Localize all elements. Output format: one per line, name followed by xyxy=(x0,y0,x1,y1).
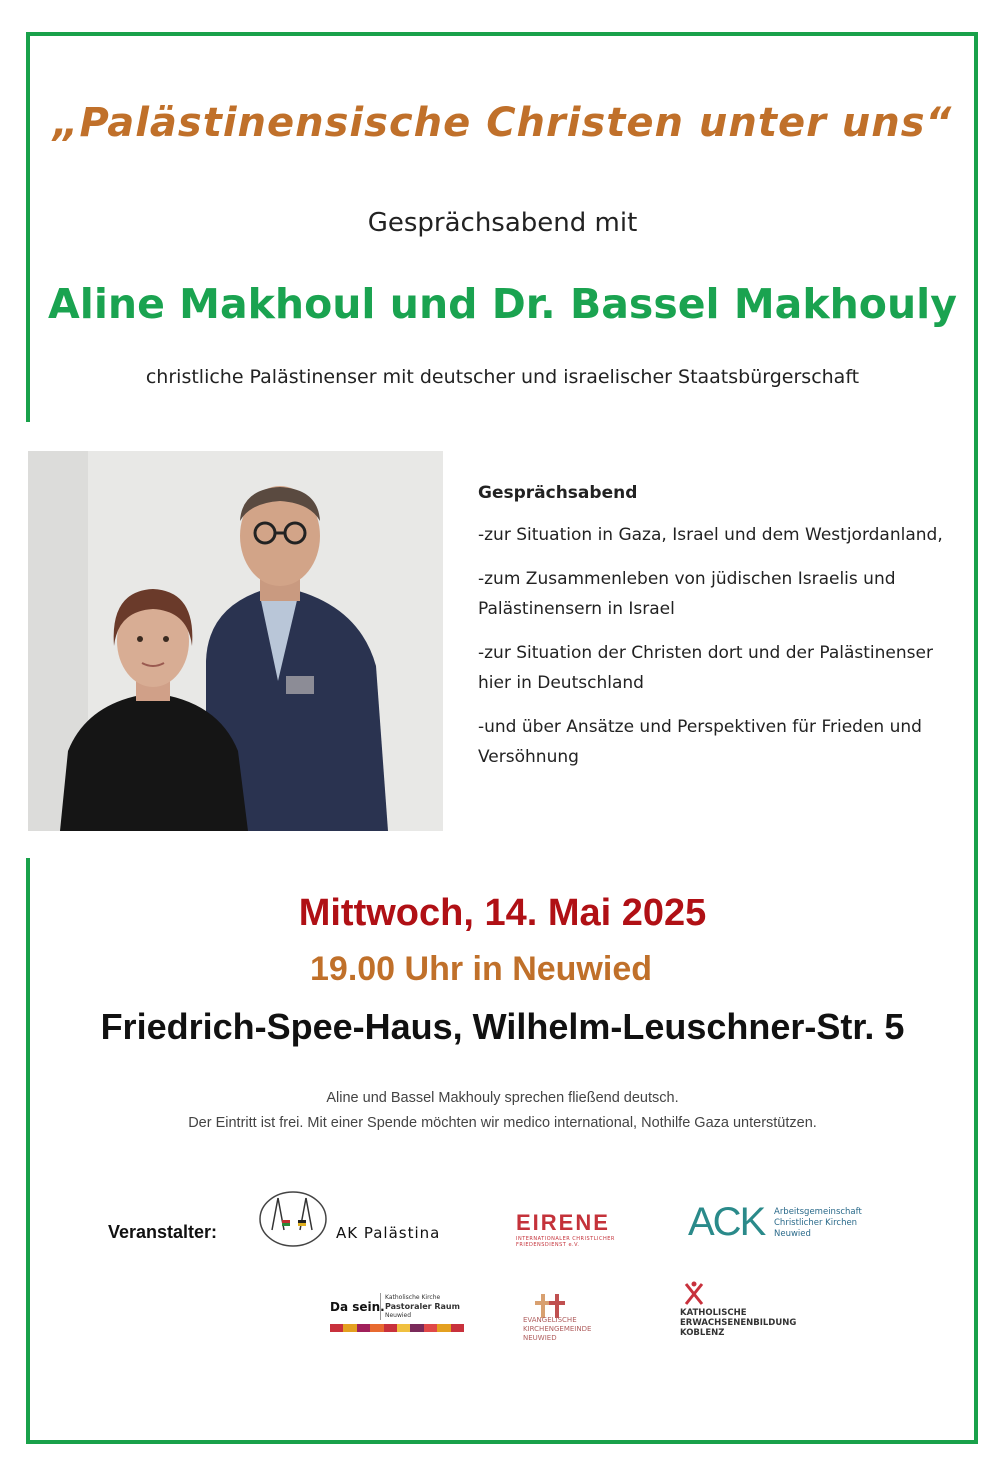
dasein-color-strip xyxy=(330,1324,464,1332)
speakers-photo-illustration xyxy=(28,451,443,831)
ack-line1: Arbeitsgemeinschaft xyxy=(774,1207,862,1217)
poster-title: „Palästinensische Christen unter uns“ xyxy=(52,100,953,146)
speakers-photo xyxy=(28,451,443,831)
note-language: Aline und Bassel Makhouly sprechen fließend deutsch. xyxy=(326,1090,679,1106)
topics-heading: Gesprächsabend xyxy=(478,483,638,503)
topic-item: -zur Situation der Christen dort und der Palästinenser hier in Deutschland xyxy=(478,643,933,693)
poster-subtitle: Gesprächsabend mit xyxy=(367,208,638,238)
frame-left-lower xyxy=(26,858,30,1444)
ack-text xyxy=(774,1207,862,1240)
keb-logo xyxy=(680,1280,810,1340)
event-notes xyxy=(0,1086,1005,1136)
dasein-text xyxy=(380,1293,460,1320)
event-time: 19.00 Uhr in Neuwied xyxy=(310,950,652,988)
keb-line3: KOBLENZ xyxy=(680,1328,725,1338)
keb-mark-icon xyxy=(682,1280,706,1308)
ak-label: AK Palästina xyxy=(336,1224,441,1242)
event-date: Mittwoch, 14. Mai 2025 xyxy=(298,892,707,934)
ev-kirchengemeinde-logo xyxy=(523,1292,613,1340)
dasein-line1: Katholische Kirche xyxy=(385,1294,441,1301)
keb-line2: ERWACHSENENBILDUNG xyxy=(680,1318,797,1328)
ev-text xyxy=(523,1316,591,1343)
ev-line2: KIRCHENGEMEINDE xyxy=(523,1325,592,1333)
speaker-tagline: christliche Palästinenser mit deutscher und israelischer Staatsbürgerschaft xyxy=(145,366,860,388)
topic-item: -zur Situation in Gaza, Israel und dem Westjordanland, xyxy=(478,525,943,545)
ev-line1: EVANGELISCHE xyxy=(523,1316,577,1324)
frame-top xyxy=(26,32,978,36)
ev-line3: NEUWIED xyxy=(523,1334,557,1342)
dasein-word: Da sein. xyxy=(330,1300,385,1314)
note-donation: Der Eintritt ist frei. Mit einer Spende möchten wir medico international, Nothilfe Gaza unterstützen. xyxy=(188,1115,817,1131)
dasein-line2: Pastoraler Raum xyxy=(385,1302,460,1311)
event-venue: Friedrich-Spee-Haus, Wilhelm-Leuschner-Str. 5 xyxy=(100,1006,905,1047)
organizers-label: Veranstalter: xyxy=(108,1222,218,1242)
keb-text xyxy=(680,1308,796,1338)
eirene-logo xyxy=(516,1210,646,1250)
topic-item: -und über Ansätze und Perspektiven für Frieden und Versöhnung xyxy=(478,717,922,767)
ak-emblem-icon xyxy=(258,1190,328,1248)
keb-line1: KATHOLISCHE xyxy=(680,1308,747,1318)
ack-line2: Christlicher Kirchen xyxy=(774,1218,858,1228)
pastoraler-raum-logo xyxy=(330,1290,470,1338)
ack-logo xyxy=(688,1200,868,1246)
topics-list xyxy=(478,478,948,786)
frame-right xyxy=(974,32,978,1444)
eirene-word: EIRENE xyxy=(516,1210,610,1235)
speaker-names: Aline Makhoul und Dr. Bassel Makhouly xyxy=(48,280,957,328)
ak-palaestina-logo xyxy=(258,1190,458,1252)
eirene-subtitle: INTERNATIONALER CHRISTLICHER FRIEDENSDIENST e.V. xyxy=(516,1236,615,1248)
frame-bottom xyxy=(26,1440,978,1444)
topic-item: -zum Zusammenleben von jüdischen Israelis und Palästinensern in Israel xyxy=(478,569,896,619)
ack-line3: Neuwied xyxy=(774,1229,811,1239)
dasein-line3: Neuwied xyxy=(385,1312,412,1319)
ack-letters: ACK xyxy=(688,1200,765,1244)
